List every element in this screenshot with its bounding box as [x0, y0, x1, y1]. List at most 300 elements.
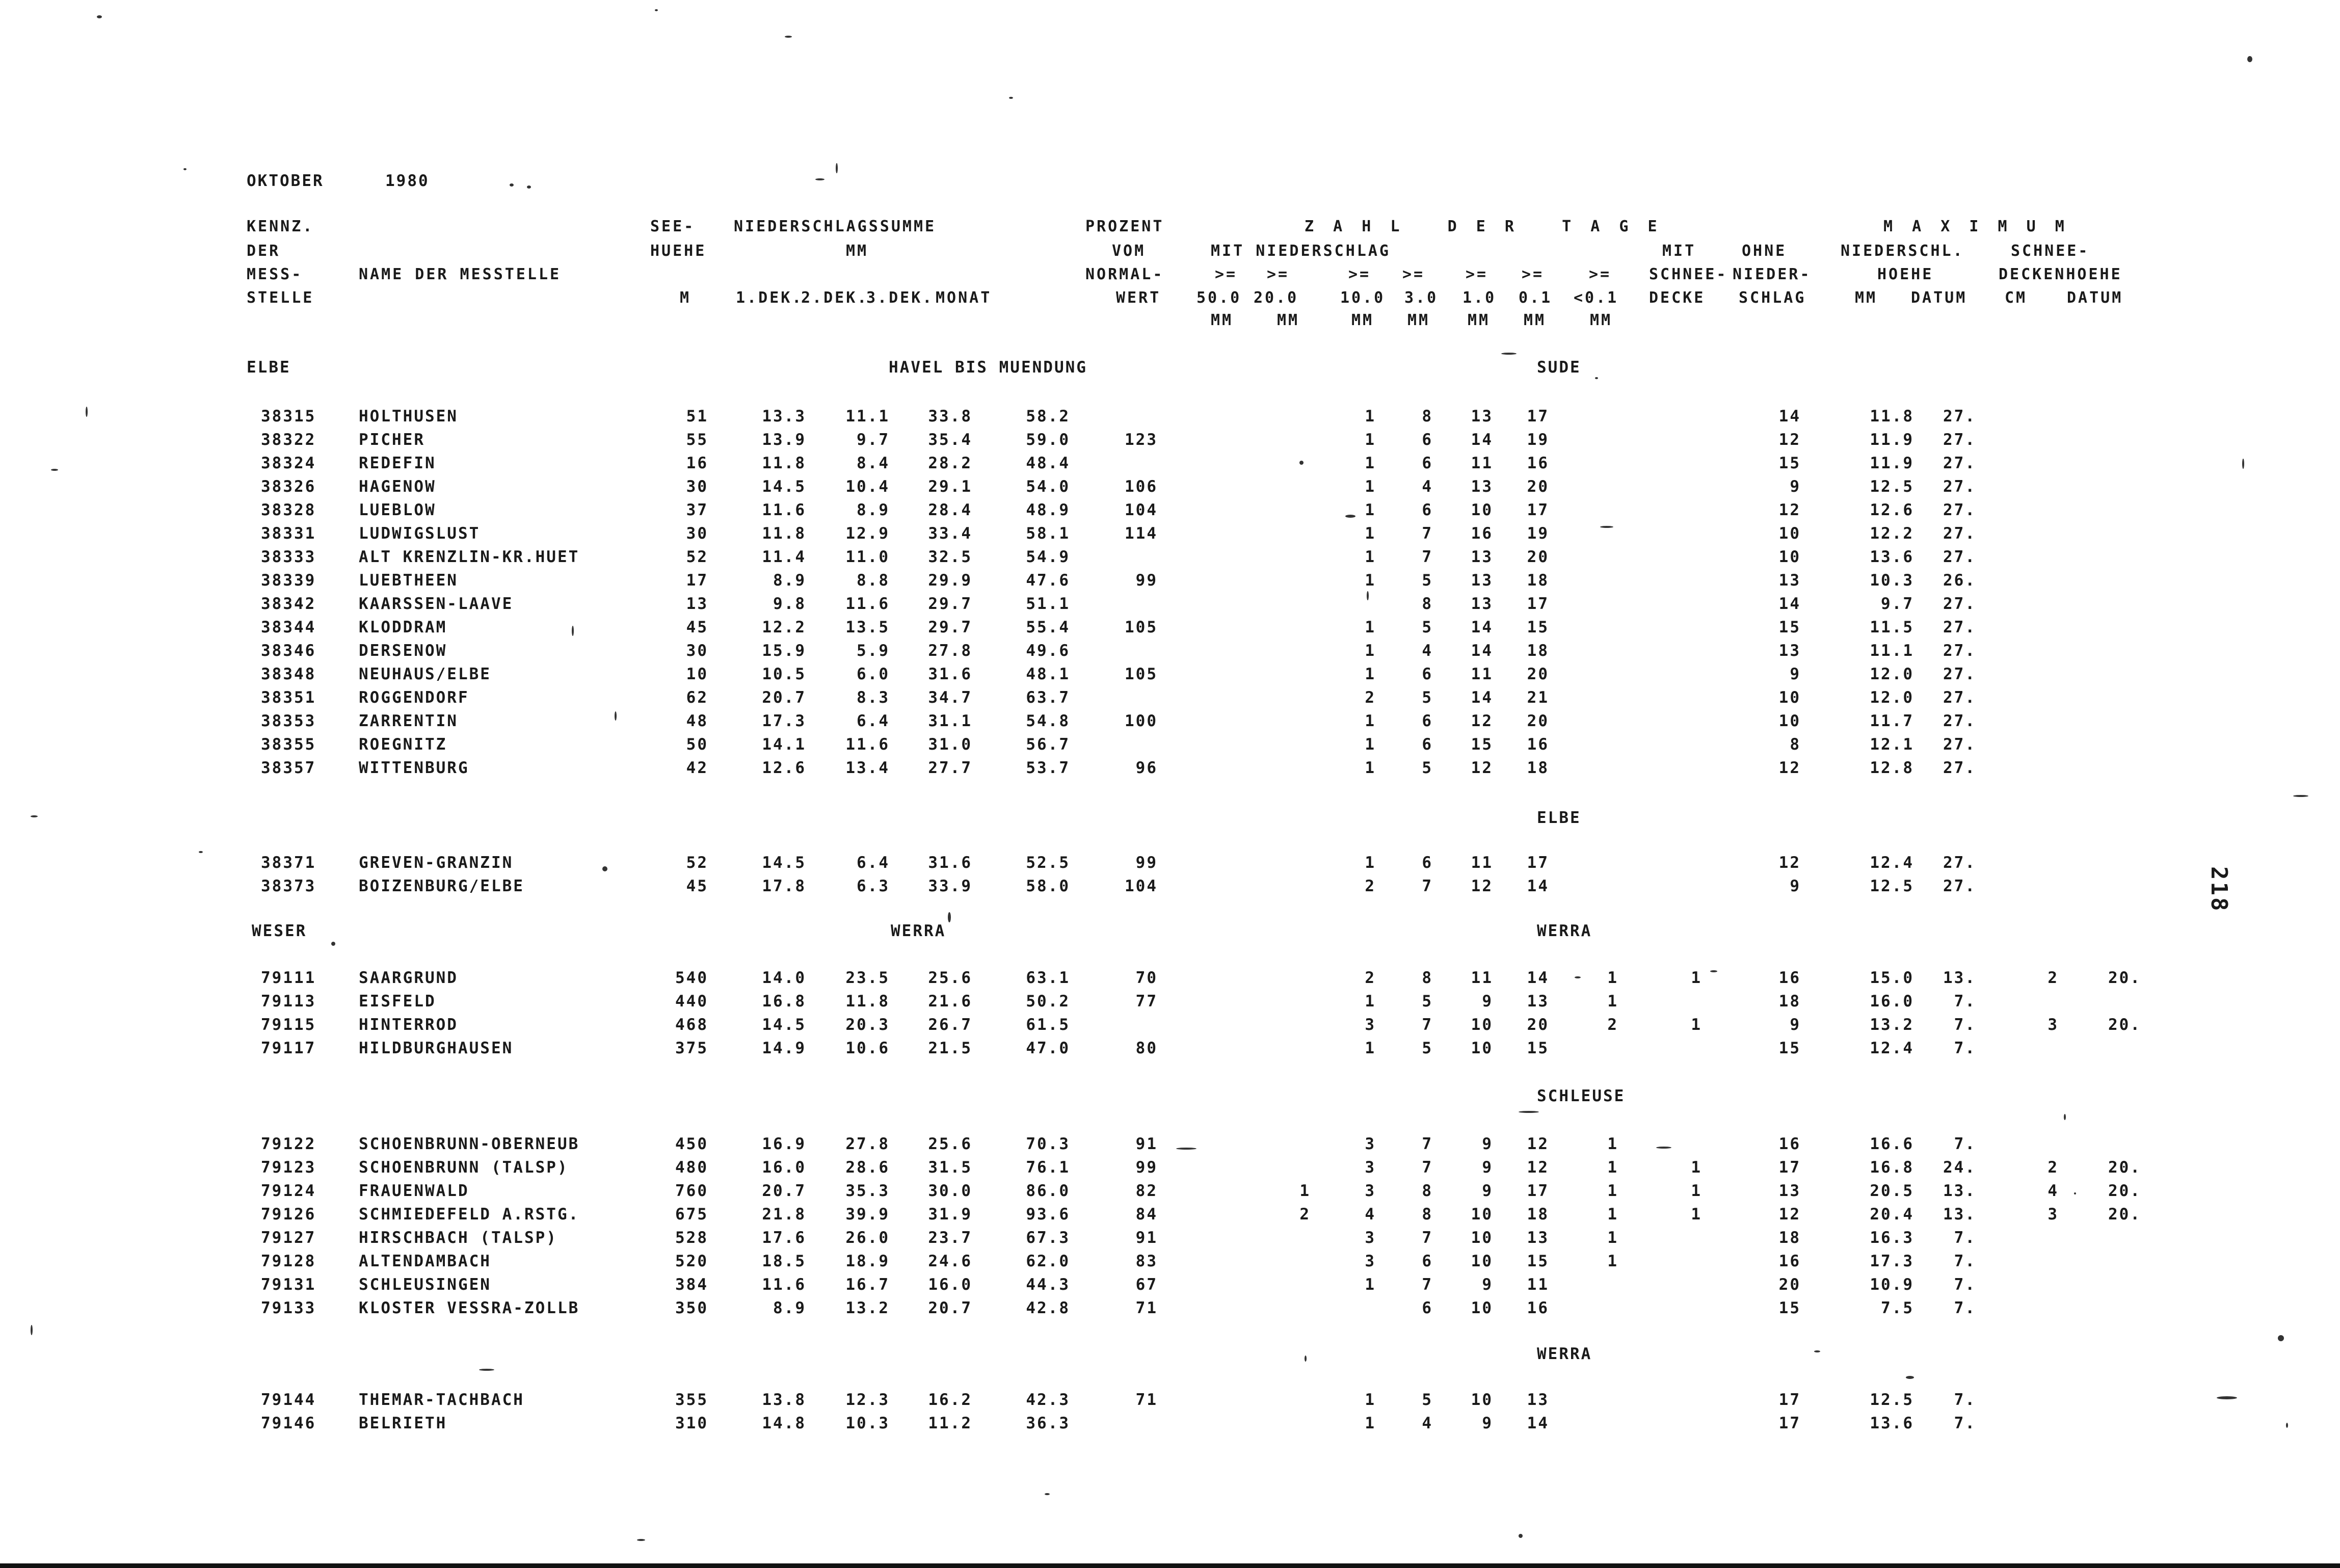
cell-h: 450 [675, 1135, 708, 1153]
cell-h: 375 [675, 1039, 708, 1057]
cell-id: 79122 [261, 1135, 316, 1153]
speck-mark [2278, 1335, 2284, 1341]
cell-mx: 20.5 [1870, 1182, 1914, 1200]
cell-m: 48.4 [1026, 454, 1070, 472]
section-river-elbe: ELBE [1537, 809, 1581, 827]
cell-n10: 1 [1365, 501, 1376, 519]
cell-p: 104 [1125, 877, 1158, 895]
header-unit-4: MM [1407, 311, 1430, 329]
section-subbasin-havel: HAVEL BIS MUENDUNG [889, 358, 1087, 377]
cell-h: 48 [686, 712, 708, 730]
cell-n01: 14 [1527, 877, 1549, 895]
cell-d2: 11.6 [845, 735, 890, 754]
cell-n10: 1 [1365, 618, 1376, 636]
cell-name: REDEFIN [359, 454, 436, 472]
cell-n01: 15 [1527, 1039, 1549, 1057]
header-threshold-10: 10.0 [1340, 289, 1386, 307]
cell-h: 520 [675, 1252, 708, 1270]
cell-id: 38373 [261, 877, 316, 895]
cell-n01: 16 [1527, 454, 1549, 472]
cell-d1: 13.9 [762, 431, 806, 449]
title-month: OKTOBER [247, 172, 324, 190]
cell-id: 38328 [261, 501, 316, 519]
cell-n3: 5 [1422, 618, 1433, 636]
cell-n10: 1 [1365, 407, 1376, 426]
speck-mark [1575, 976, 1581, 978]
cell-id: 38344 [261, 618, 316, 636]
cell-d3: 29.1 [928, 477, 972, 496]
speck-mark [510, 183, 514, 187]
cell-h: 675 [675, 1205, 708, 1224]
cell-n01: 13 [1527, 1229, 1549, 1247]
cell-n1: 11 [1471, 969, 1493, 987]
cell-d2: 27.8 [845, 1135, 890, 1153]
cell-d1: 15.9 [762, 642, 806, 660]
cell-n10: 1 [1365, 571, 1376, 590]
cell-md: 27. [1943, 454, 1976, 472]
cell-n3: 7 [1422, 524, 1433, 543]
cell-n10: 3 [1365, 1135, 1376, 1153]
cell-mx: 12.5 [1870, 1391, 1914, 1409]
cell-n01: 12 [1527, 1135, 1549, 1153]
cell-d1: 14.5 [762, 477, 806, 496]
header-mit-schnee-1: MIT [1662, 242, 1696, 260]
cell-oh: 12 [1778, 1205, 1801, 1224]
cell-oh: 14 [1778, 595, 1801, 613]
cell-p: 99 [1135, 1158, 1158, 1177]
cell-n3: 7 [1422, 548, 1433, 566]
cell-p: 82 [1135, 1182, 1158, 1200]
cell-d3: 21.5 [928, 1039, 972, 1057]
cell-md: 7. [1954, 1275, 1976, 1294]
cell-d2: 6.3 [857, 877, 890, 895]
cell-p: 67 [1135, 1275, 1158, 1294]
cell-n1: 10 [1471, 1205, 1493, 1224]
cell-id: 79124 [261, 1182, 316, 1200]
cell-mx: 16.0 [1870, 992, 1914, 1011]
cell-name: WITTENBURG [359, 759, 469, 777]
cell-d2: 11.8 [845, 992, 890, 1011]
cell-id: 38331 [261, 524, 316, 543]
cell-sd: 1 [1691, 969, 1702, 987]
speck-mark [1501, 353, 1517, 355]
cell-d2: 13.4 [845, 759, 890, 777]
cell-n3: 8 [1422, 1205, 1433, 1224]
cell-n10: 1 [1365, 454, 1376, 472]
cell-n10: 1 [1365, 1391, 1376, 1409]
cell-d2: 8.4 [857, 454, 890, 472]
speck-mark [527, 185, 531, 189]
header-threshold-lt01: <0.1 [1574, 289, 1619, 307]
cell-p: 99 [1135, 854, 1158, 872]
header-ohne-2: NIEDER- [1733, 265, 1812, 283]
cell-d3: 21.6 [928, 992, 972, 1011]
cell-name: PICHER [359, 431, 425, 449]
section-river-werra: WERRA [1537, 922, 1592, 940]
cell-n1: 10 [1471, 501, 1493, 519]
speck-mark [51, 469, 58, 471]
cell-n3: 6 [1422, 1299, 1433, 1317]
cell-sd: 1 [1691, 1158, 1702, 1177]
cell-n1: 15 [1471, 735, 1493, 754]
cell-mx: 9.7 [1881, 595, 1914, 613]
cell-d1: 17.6 [762, 1229, 806, 1247]
cell-h: 42 [686, 759, 708, 777]
cell-h: 384 [675, 1275, 708, 1294]
cell-oh: 12 [1778, 501, 1801, 519]
cell-name: DERSENOW [359, 642, 447, 660]
cell-h: 45 [686, 618, 708, 636]
cell-d1: 14.1 [762, 735, 806, 754]
cell-n01: 13 [1527, 992, 1549, 1011]
cell-m: 63.7 [1026, 688, 1070, 707]
cell-d2: 8.3 [857, 688, 890, 707]
cell-m: 76.1 [1026, 1158, 1070, 1177]
cell-n3: 5 [1422, 759, 1433, 777]
cell-n10: 3 [1365, 1158, 1376, 1177]
cell-d3: 28.2 [928, 454, 972, 472]
cell-n3: 8 [1422, 1182, 1433, 1200]
speck-mark [2064, 1114, 2066, 1120]
header-hoehe-3: M [680, 289, 692, 307]
cell-sdd: 20. [2108, 1016, 2141, 1034]
cell-n1: 13 [1471, 571, 1493, 590]
speck-mark [1710, 970, 1717, 972]
cell-p: 105 [1125, 665, 1158, 683]
cell-d2: 16.7 [845, 1275, 890, 1294]
cell-h: 760 [675, 1182, 708, 1200]
cell-d3: 32.5 [928, 548, 972, 566]
cell-h: 480 [675, 1158, 708, 1177]
cell-d1: 18.5 [762, 1252, 806, 1270]
cell-md: 7. [1954, 1252, 1976, 1270]
header-kennz-3: MESS- [247, 265, 303, 283]
cell-d1: 20.7 [762, 688, 806, 707]
cell-p: 123 [1125, 431, 1158, 449]
cell-d3: 31.5 [928, 1158, 972, 1177]
speck-mark [655, 9, 658, 11]
speck-mark [2247, 56, 2252, 62]
cell-mx: 12.2 [1870, 524, 1914, 543]
cell-oh: 18 [1778, 1229, 1801, 1247]
cell-d3: 31.1 [928, 712, 972, 730]
cell-md: 27. [1943, 477, 1976, 496]
cell-n3: 5 [1422, 688, 1433, 707]
header-threshold-3: 3.0 [1404, 289, 1439, 307]
cell-h: 30 [686, 477, 708, 496]
speck-mark [1045, 1493, 1050, 1495]
header-threshold-20: 20.0 [1254, 289, 1299, 307]
cell-d3: 33.8 [928, 407, 972, 426]
cell-n1: 9 [1482, 1275, 1493, 1294]
cell-oh: 10 [1778, 688, 1801, 707]
cell-id: 38333 [261, 548, 316, 566]
cell-n1: 13 [1471, 595, 1493, 613]
cell-sc: 4 [2048, 1182, 2059, 1200]
cell-oh: 12 [1778, 431, 1801, 449]
cell-d1: 11.8 [762, 454, 806, 472]
cell-mx: 16.6 [1870, 1135, 1914, 1153]
cell-d2: 13.2 [845, 1299, 890, 1317]
cell-id: 79133 [261, 1299, 316, 1317]
cell-n10: 1 [1365, 642, 1376, 660]
header-threshold-ge-3: >= [1348, 265, 1371, 283]
cell-n10: 1 [1365, 1039, 1376, 1057]
title-year: 1980 [385, 172, 430, 190]
speck-mark [2242, 459, 2244, 469]
speck-mark [2074, 1192, 2076, 1194]
cell-n10: 1 [1365, 854, 1376, 872]
header-threshold-ge-2: >= [1267, 265, 1290, 283]
cell-mx: 20.4 [1870, 1205, 1914, 1224]
cell-name: ZARRENTIN [359, 712, 458, 730]
cell-sdd: 20. [2108, 1182, 2141, 1200]
cell-mx: 12.0 [1870, 665, 1914, 683]
cell-md: 27. [1943, 877, 1976, 895]
cell-name: ROEGNITZ [359, 735, 447, 754]
cell-name: SCHMIEDEFELD A.RSTG. [359, 1205, 580, 1224]
cell-h: 30 [686, 524, 708, 543]
cell-m: 48.1 [1026, 665, 1070, 683]
cell-h: 355 [675, 1391, 708, 1409]
cell-p: 91 [1135, 1229, 1158, 1247]
cell-n1: 11 [1471, 454, 1493, 472]
cell-d2: 18.9 [845, 1252, 890, 1270]
cell-oh: 15 [1778, 1039, 1801, 1057]
header-mit-niederschlag: MIT NIEDERSCHLAG [1211, 242, 1391, 260]
cell-n10: 2 [1365, 877, 1376, 895]
cell-d3: 34.7 [928, 688, 972, 707]
cell-n01: 20 [1527, 712, 1549, 730]
cell-name: EISFELD [359, 992, 436, 1011]
cell-h: 16 [686, 454, 708, 472]
cell-md: 13. [1943, 1182, 1976, 1200]
cell-m: 86.0 [1026, 1182, 1070, 1200]
cell-n01: 14 [1527, 969, 1549, 987]
header-unit-5: MM [1468, 311, 1491, 329]
cell-n1: 10 [1471, 1299, 1493, 1317]
cell-mx: 12.6 [1870, 501, 1914, 519]
speck-mark [1009, 97, 1013, 99]
header-threshold-ge-4: >= [1402, 265, 1425, 283]
cell-oh: 10 [1778, 548, 1801, 566]
speck-mark [948, 912, 951, 922]
cell-md: 7. [1954, 1135, 1976, 1153]
cell-n01: 20 [1527, 548, 1549, 566]
cell-n10: 3 [1365, 1252, 1376, 1270]
cell-mx: 17.3 [1870, 1252, 1914, 1270]
cell-n1: 10 [1471, 1391, 1493, 1409]
cell-n10: 1 [1365, 735, 1376, 754]
cell-nl: 1 [1607, 1135, 1618, 1153]
speck-mark [1600, 526, 1613, 528]
cell-md: 13. [1943, 969, 1976, 987]
cell-mx: 12.4 [1870, 854, 1914, 872]
cell-d3: 35.4 [928, 431, 972, 449]
cell-d3: 27.8 [928, 642, 972, 660]
speck-mark [637, 1539, 645, 1541]
cell-d2: 10.6 [845, 1039, 890, 1057]
cell-d2: 28.6 [845, 1158, 890, 1177]
cell-d2: 23.5 [845, 969, 890, 987]
cell-m: 44.3 [1026, 1275, 1070, 1294]
cell-n1: 13 [1471, 407, 1493, 426]
cell-p: 104 [1125, 501, 1158, 519]
cell-d1: 11.4 [762, 548, 806, 566]
cell-d1: 21.8 [762, 1205, 806, 1224]
cell-name: HIRSCHBACH (TALSP) [359, 1229, 557, 1247]
cell-mx: 12.8 [1870, 759, 1914, 777]
cell-d2: 39.9 [845, 1205, 890, 1224]
cell-n3: 7 [1422, 1158, 1433, 1177]
cell-d1: 14.5 [762, 1016, 806, 1034]
cell-n1: 12 [1471, 712, 1493, 730]
cell-name: HAGENOW [359, 477, 436, 496]
cell-n01: 13 [1527, 1391, 1549, 1409]
cell-h: 440 [675, 992, 708, 1011]
cell-oh: 13 [1778, 1182, 1801, 1200]
cell-n3: 8 [1422, 407, 1433, 426]
header-max-datum: DATUM [1911, 289, 1967, 307]
cell-md: 7. [1954, 1229, 1976, 1247]
cell-p: 77 [1135, 992, 1158, 1011]
header-hoehe-1: SEE- [650, 218, 696, 235]
speck-mark [1595, 377, 1598, 379]
cell-h: 37 [686, 501, 708, 519]
cell-name: SCHOENBRUNN (TALSP) [359, 1158, 569, 1177]
cell-mx: 12.5 [1870, 877, 1914, 895]
cell-h: 528 [675, 1229, 708, 1247]
cell-m: 67.3 [1026, 1229, 1070, 1247]
cell-n01: 15 [1527, 618, 1549, 636]
cell-n10: 1 [1365, 1414, 1376, 1432]
cell-d2: 8.9 [857, 501, 890, 519]
speck-mark [199, 851, 203, 853]
cell-p: 84 [1135, 1205, 1158, 1224]
cell-n10: 3 [1365, 1229, 1376, 1247]
cell-id: 79128 [261, 1252, 316, 1270]
speck-mark [1345, 515, 1355, 518]
cell-mx: 12.4 [1870, 1039, 1914, 1057]
cell-md: 7. [1954, 1414, 1976, 1432]
cell-m: 54.0 [1026, 477, 1070, 496]
cell-n10: 4 [1365, 1205, 1376, 1224]
cell-d2: 6.4 [857, 712, 890, 730]
cell-n01: 18 [1527, 759, 1549, 777]
cell-id: 38371 [261, 854, 316, 872]
speck-mark [1656, 1147, 1671, 1149]
cell-n1: 9 [1482, 1182, 1493, 1200]
cell-md: 27. [1943, 665, 1976, 683]
cell-n20: 2 [1299, 1205, 1311, 1224]
cell-p: 100 [1125, 712, 1158, 730]
cell-name: HILDBURGHAUSEN [359, 1039, 514, 1057]
cell-oh: 10 [1778, 712, 1801, 730]
cell-md: 27. [1943, 501, 1976, 519]
cell-h: 62 [686, 688, 708, 707]
cell-name: KAARSSEN-LAAVE [359, 595, 514, 613]
cell-n3: 6 [1422, 854, 1433, 872]
cell-name: KLODDRAM [359, 618, 447, 636]
cell-name: ROGGENDORF [359, 688, 469, 707]
header-summe-unit: MM [846, 242, 869, 260]
cell-d1: 14.0 [762, 969, 806, 987]
cell-d3: 24.6 [928, 1252, 972, 1270]
cell-h: 55 [686, 431, 708, 449]
cell-n1: 9 [1482, 1135, 1493, 1153]
cell-oh: 15 [1778, 454, 1801, 472]
cell-m: 58.2 [1026, 407, 1070, 426]
header-unit-2: MM [1277, 311, 1300, 329]
cell-m: 47.0 [1026, 1039, 1070, 1057]
cell-d2: 6.4 [857, 854, 890, 872]
cell-n1: 14 [1471, 431, 1493, 449]
cell-n3: 7 [1422, 1016, 1433, 1034]
cell-d3: 29.7 [928, 618, 972, 636]
cell-d3: 31.0 [928, 735, 972, 754]
cell-n01: 15 [1527, 1252, 1549, 1270]
cell-id: 38357 [261, 759, 316, 777]
cell-d3: 25.6 [928, 969, 972, 987]
cell-oh: 9 [1790, 877, 1801, 895]
section-basin-weser: WESER [252, 922, 307, 940]
cell-p: 83 [1135, 1252, 1158, 1270]
cell-name: THEMAR-TACHBACH [359, 1391, 524, 1409]
cell-name: LUEBTHEEN [359, 571, 458, 590]
header-prozent-3: NORMAL- [1085, 265, 1164, 283]
cell-oh: 15 [1778, 618, 1801, 636]
cell-n10: 1 [1365, 1275, 1376, 1294]
cell-n10: 3 [1365, 1016, 1376, 1034]
cell-sdd: 20. [2108, 969, 2141, 987]
cell-d1: 16.0 [762, 1158, 806, 1177]
cell-d1: 8.9 [773, 571, 806, 590]
cell-sc: 3 [2048, 1016, 2059, 1034]
cell-md: 27. [1943, 712, 1976, 730]
cell-n01: 20 [1527, 1016, 1549, 1034]
cell-md: 27. [1943, 548, 1976, 566]
cell-id: 38322 [261, 431, 316, 449]
cell-id: 79123 [261, 1158, 316, 1177]
cell-m: 58.0 [1026, 877, 1070, 895]
cell-d1: 17.3 [762, 712, 806, 730]
cell-n10: 1 [1365, 524, 1376, 543]
cell-n1: 12 [1471, 759, 1493, 777]
cell-name: NEUHAUS/ELBE [359, 665, 491, 683]
speck-mark [1176, 1148, 1196, 1150]
cell-id: 38342 [261, 595, 316, 613]
cell-name: LUDWIGSLUST [359, 524, 481, 543]
header-max-niederschl: NIEDERSCHL. [1841, 242, 1964, 260]
speck-mark [1367, 591, 1369, 600]
cell-n20: 1 [1299, 1182, 1311, 1200]
page-number: 218 [2206, 866, 2232, 913]
cell-n1: 10 [1471, 1016, 1493, 1034]
cell-n3: 8 [1422, 969, 1433, 987]
cell-oh: 9 [1790, 665, 1801, 683]
cell-mx: 11.9 [1870, 431, 1914, 449]
cell-sdd: 20. [2108, 1158, 2141, 1177]
cell-n1: 9 [1482, 1414, 1493, 1432]
cell-m: 59.0 [1026, 431, 1070, 449]
cell-d2: 12.9 [845, 524, 890, 543]
cell-n1: 10 [1471, 1039, 1493, 1057]
cell-m: 36.3 [1026, 1414, 1070, 1432]
header-unit-3: MM [1351, 311, 1374, 329]
cell-n3: 6 [1422, 501, 1433, 519]
cell-n01: 16 [1527, 1299, 1549, 1317]
cell-md: 24. [1943, 1158, 1976, 1177]
